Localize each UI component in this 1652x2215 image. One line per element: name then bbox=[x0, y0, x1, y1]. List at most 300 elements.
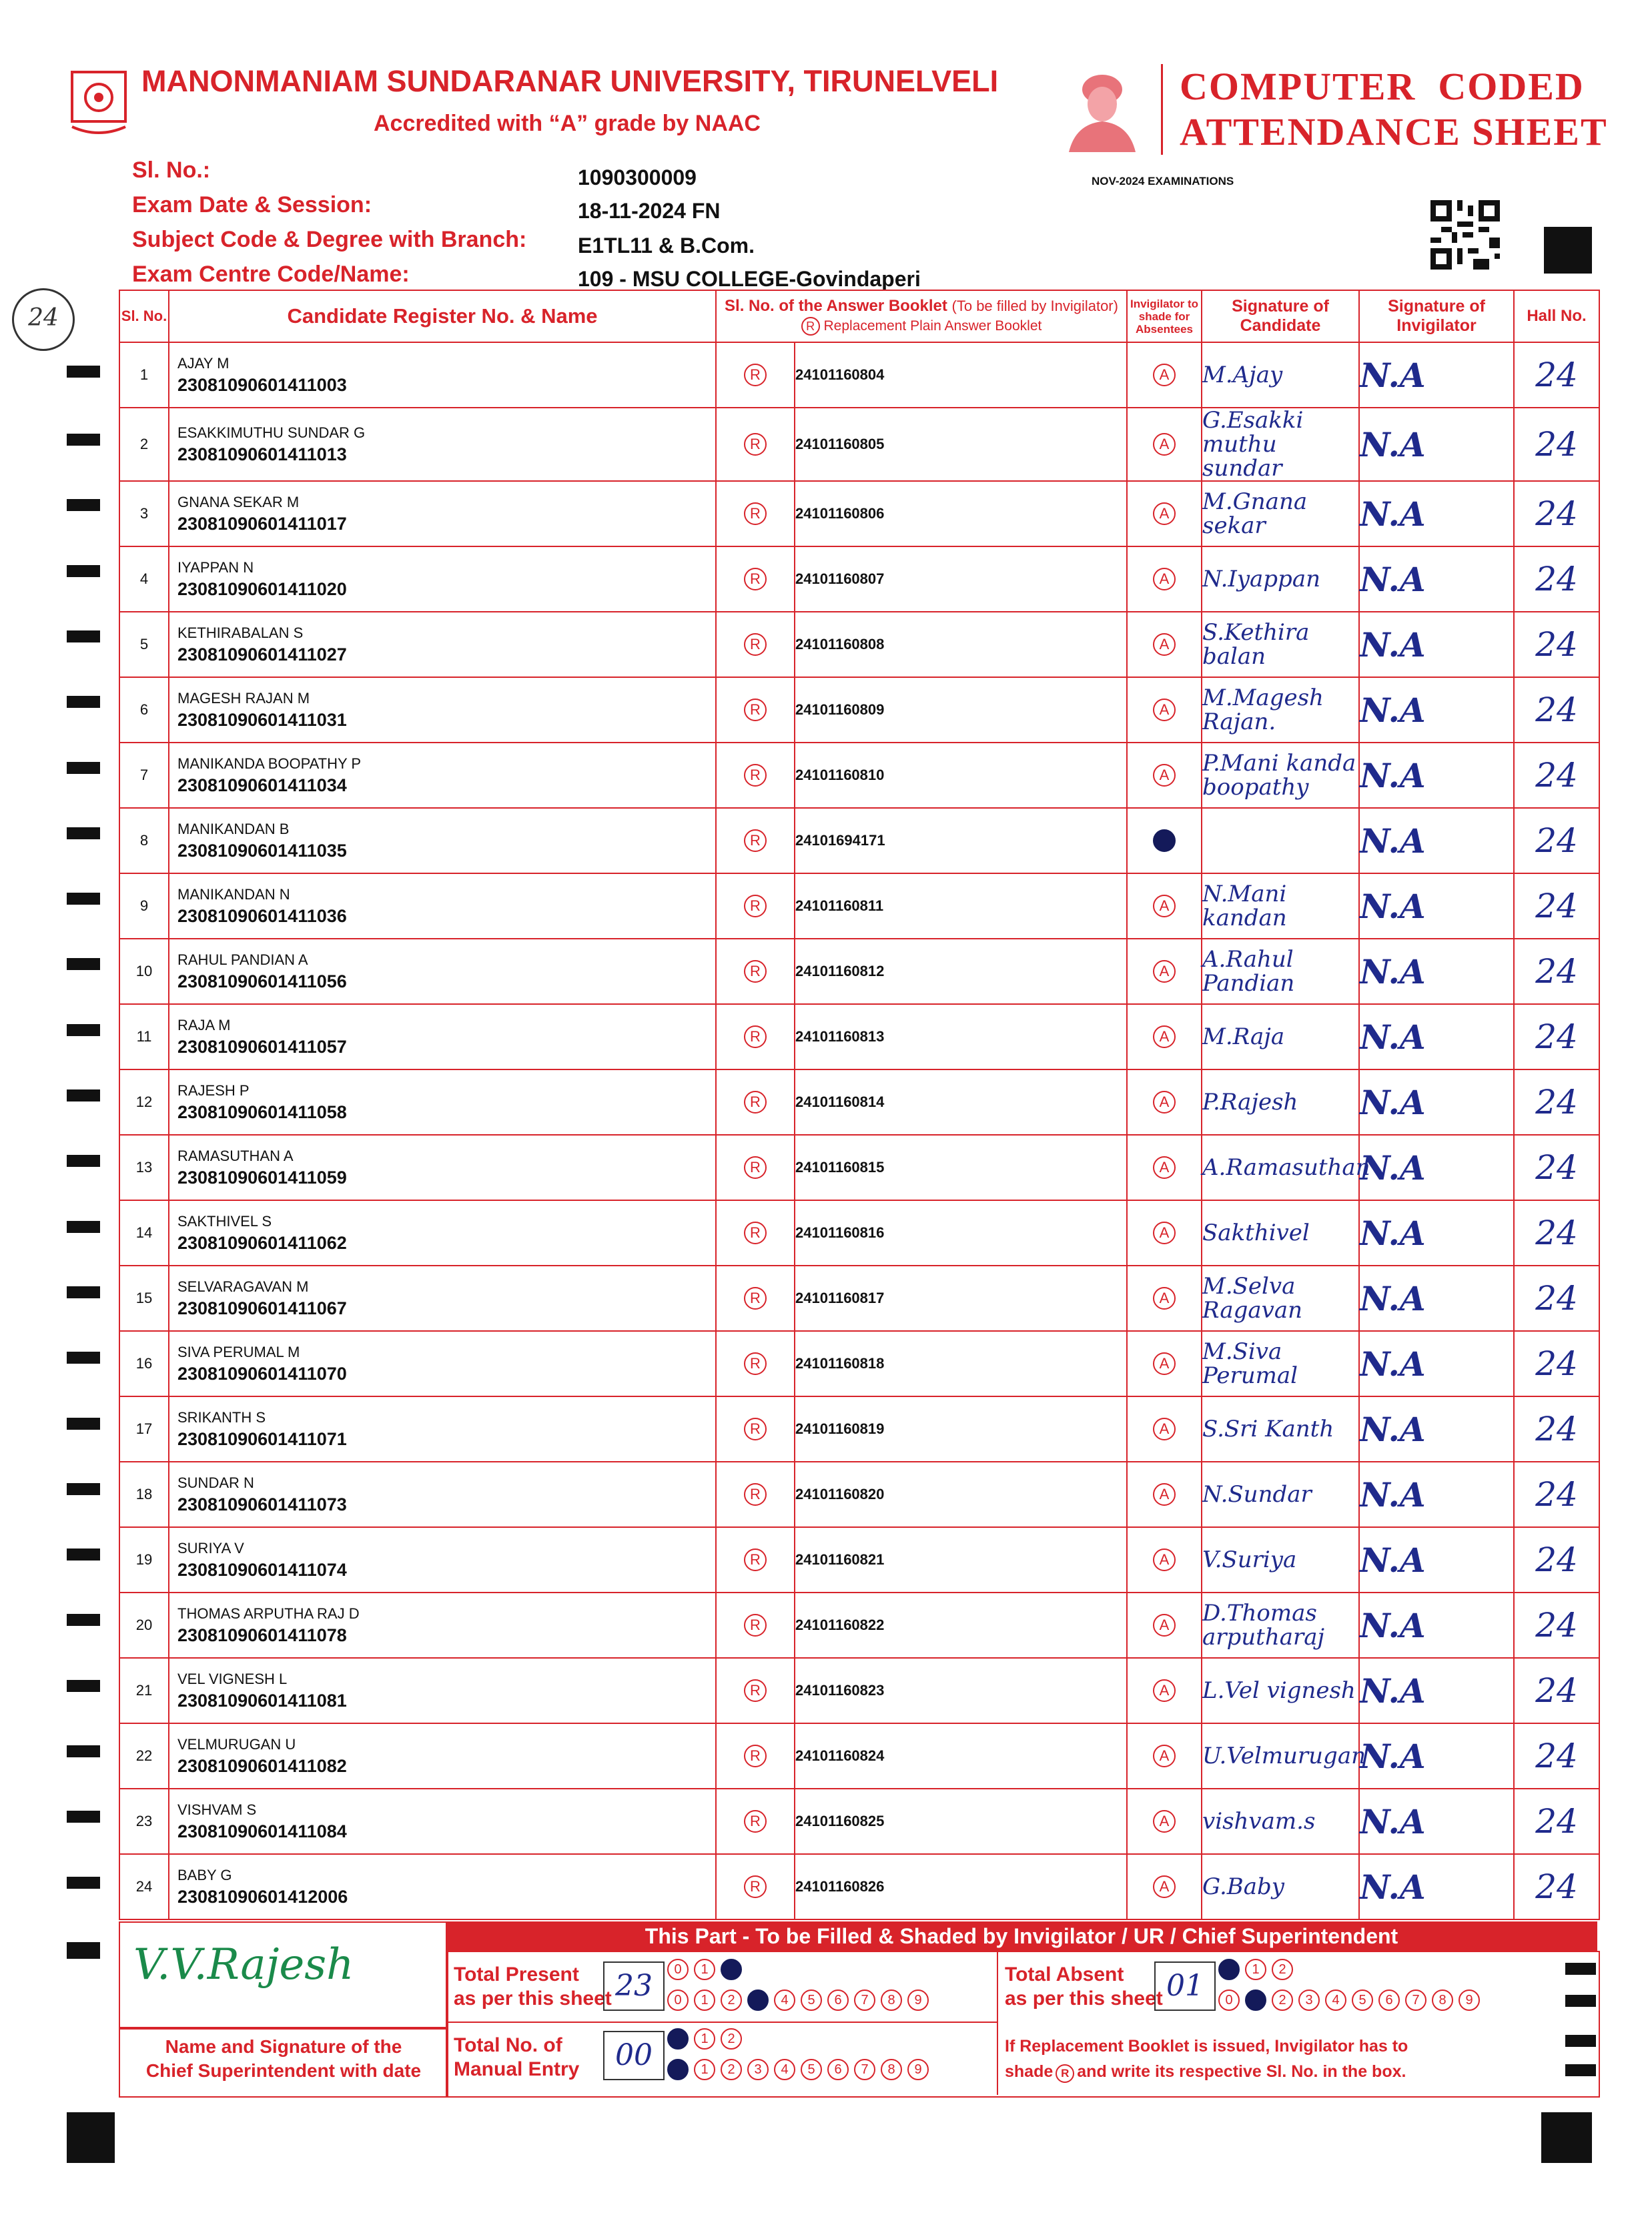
digit-bubble[interactable]: 2 bbox=[1272, 1989, 1293, 2011]
row-replacement[interactable] bbox=[716, 1593, 795, 1658]
row-replacement[interactable] bbox=[716, 1331, 795, 1396]
replacement-bubble[interactable]: R bbox=[744, 1810, 767, 1833]
absent-bubble[interactable]: A bbox=[1153, 1156, 1176, 1179]
row-replacement[interactable] bbox=[716, 1462, 795, 1527]
university-name: MANONMANIAM SUNDARANAR UNIVERSITY, TIRUNELVELI bbox=[141, 64, 999, 98]
present-value[interactable]: 23 bbox=[603, 1961, 665, 2011]
row-candidate bbox=[169, 1200, 716, 1266]
digit-bubble[interactable]: 1 bbox=[694, 2028, 715, 2050]
candidate-signature: M.Ajay bbox=[1202, 342, 1359, 408]
row-replacement[interactable] bbox=[716, 546, 795, 612]
row-absent[interactable] bbox=[1127, 1593, 1202, 1658]
exam-date-label: Exam Date & Session: bbox=[132, 192, 372, 217]
row-candidate bbox=[169, 1527, 716, 1593]
replacement-bubble[interactable]: R bbox=[744, 1679, 767, 1702]
digit-bubble[interactable]: 7 bbox=[854, 1989, 875, 2011]
candidate-signature: A.Rahul Pandian bbox=[1202, 939, 1359, 1004]
digit-bubble[interactable]: 9 bbox=[907, 1989, 929, 2011]
row-replacement[interactable] bbox=[716, 342, 795, 408]
digit-bubble[interactable]: 5 bbox=[801, 2059, 822, 2080]
replacement-bubble[interactable]: R bbox=[744, 502, 767, 525]
candidate-signature: U.Velmurugan bbox=[1202, 1723, 1359, 1789]
row-booklet: 24101160808 bbox=[795, 612, 1127, 677]
row-sl: 13 bbox=[119, 1135, 169, 1200]
candidate-reg-no: 23081090601411074 bbox=[177, 1559, 347, 1580]
row-candidate bbox=[169, 1723, 716, 1789]
table-row bbox=[119, 1527, 1599, 1593]
row-booklet: 24101160814 bbox=[795, 1069, 1127, 1135]
absent-bubble[interactable]: A bbox=[1153, 895, 1176, 917]
exam-name: NOV-2024 EXAMINATIONS bbox=[1092, 175, 1234, 187]
candidate-reg-no: 23081090601411084 bbox=[177, 1821, 347, 1841]
digit-bubble[interactable]: 1 bbox=[694, 1989, 715, 2011]
candidate-reg-no: 23081090601411056 bbox=[177, 971, 347, 991]
row-absent[interactable] bbox=[1127, 1723, 1202, 1789]
invigilator-signature: N.A bbox=[1359, 1135, 1514, 1200]
row-sl: 2 bbox=[119, 408, 169, 481]
row-replacement[interactable] bbox=[716, 1200, 795, 1266]
absent-bubble[interactable]: A bbox=[1153, 433, 1176, 456]
row-replacement[interactable] bbox=[716, 743, 795, 808]
row-candidate bbox=[169, 1135, 716, 1200]
candidate-name: VISHVAM S bbox=[177, 1801, 257, 1818]
digit-bubble[interactable] bbox=[1245, 1989, 1266, 2011]
row-replacement[interactable] bbox=[716, 1266, 795, 1331]
table-row bbox=[119, 612, 1599, 677]
absent-bubble[interactable]: A bbox=[1153, 1614, 1176, 1637]
replacement-bubble[interactable]: R bbox=[744, 433, 767, 456]
col-sl: Sl. No. bbox=[119, 290, 169, 342]
absent-bubble[interactable]: A bbox=[1153, 1483, 1176, 1506]
timing-mark bbox=[67, 1155, 100, 1167]
digit-bubble[interactable]: 8 bbox=[881, 2059, 902, 2080]
row-absent[interactable] bbox=[1127, 612, 1202, 677]
col-sig-invigilator: Signature of Invigilator bbox=[1359, 290, 1514, 342]
row-sl: 14 bbox=[119, 1200, 169, 1266]
timing-mark bbox=[67, 499, 100, 511]
candidate-reg-no: 23081090601411017 bbox=[177, 513, 347, 534]
row-sl: 1 bbox=[119, 342, 169, 408]
row-replacement[interactable] bbox=[716, 612, 795, 677]
digit-bubble[interactable]: 9 bbox=[907, 2059, 929, 2080]
row-absent[interactable] bbox=[1127, 939, 1202, 1004]
chief-signature-box bbox=[119, 1921, 448, 2030]
candidate-signature: S.Kethira balan bbox=[1202, 612, 1359, 677]
table-row bbox=[119, 1789, 1599, 1854]
row-replacement[interactable] bbox=[716, 481, 795, 546]
row-absent[interactable] bbox=[1127, 481, 1202, 546]
centre-label: Exam Centre Code/Name: bbox=[132, 262, 410, 287]
replacement-bubble[interactable]: R bbox=[744, 1483, 767, 1506]
digit-bubble[interactable]: 3 bbox=[1298, 1989, 1320, 2011]
absent-bubble[interactable]: A bbox=[1153, 699, 1176, 721]
row-absent[interactable] bbox=[1127, 677, 1202, 743]
candidate-signature: N.Mani kandan bbox=[1202, 873, 1359, 939]
timing-mark bbox=[67, 1745, 100, 1757]
row-absent[interactable] bbox=[1127, 1658, 1202, 1723]
digit-bubble[interactable]: 0 bbox=[1218, 1989, 1240, 2011]
chief-label-1: Name and Signature of the bbox=[165, 2036, 402, 2057]
candidate-name: ESAKKIMUTHU SUNDAR G bbox=[177, 424, 366, 441]
digit-bubble[interactable] bbox=[747, 1989, 769, 2011]
candidate-name: SRIKANTH S bbox=[177, 1408, 266, 1426]
replacement-bubble[interactable]: R bbox=[744, 1548, 767, 1571]
row-absent[interactable] bbox=[1127, 1004, 1202, 1069]
row-candidate bbox=[169, 873, 716, 939]
absent-bubble[interactable]: A bbox=[1153, 1548, 1176, 1571]
table-row bbox=[119, 1266, 1599, 1331]
hall-no: 24 bbox=[1514, 873, 1599, 939]
replacement-bubble[interactable]: R bbox=[744, 1745, 767, 1767]
replacement-bubble[interactable]: R bbox=[744, 1156, 767, 1179]
centre-value: 109 - MSU COLLEGE-Govindaperi bbox=[578, 267, 921, 291]
absent-bubble[interactable]: A bbox=[1153, 1679, 1176, 1702]
absent-label-2: as per this sheet bbox=[1005, 1987, 1163, 2010]
candidate-signature: G.Baby bbox=[1202, 1854, 1359, 1919]
candidate-name: SIVA PERUMAL M bbox=[177, 1343, 300, 1360]
invigilator-signature: N.A bbox=[1359, 1266, 1514, 1331]
absent-bubble[interactable]: A bbox=[1153, 1091, 1176, 1114]
absent-value[interactable]: 01 bbox=[1154, 1961, 1216, 2011]
manual-value[interactable]: 00 bbox=[603, 2031, 665, 2080]
row-booklet: 24101160815 bbox=[795, 1135, 1127, 1200]
candidate-name: IYAPPAN N bbox=[177, 558, 254, 576]
table-row bbox=[119, 408, 1599, 481]
totals-divider bbox=[446, 2022, 997, 2023]
table-row bbox=[119, 1396, 1599, 1462]
candidate-reg-no: 23081090601411036 bbox=[177, 905, 347, 926]
digit-bubble[interactable] bbox=[721, 1959, 742, 1980]
timing-mark bbox=[67, 1811, 100, 1823]
digit-bubble[interactable]: 4 bbox=[774, 1989, 795, 2011]
replacement-bubble[interactable]: R bbox=[744, 699, 767, 721]
row-absent[interactable] bbox=[1127, 873, 1202, 939]
present-tens-bubbles[interactable] bbox=[667, 1959, 747, 1980]
absent-label bbox=[1005, 1963, 1163, 2011]
registration-mark-top-right bbox=[1544, 227, 1592, 274]
digit-bubble[interactable] bbox=[667, 2028, 689, 2050]
digit-bubble[interactable]: 1 bbox=[694, 1959, 715, 1980]
row-booklet: 24101160825 bbox=[795, 1789, 1127, 1854]
table-row bbox=[119, 1593, 1599, 1658]
absent-bubble[interactable]: A bbox=[1153, 1222, 1176, 1244]
timing-mark bbox=[67, 958, 100, 970]
table-row bbox=[119, 546, 1599, 612]
candidate-reg-no: 23081090601411031 bbox=[177, 709, 347, 730]
digit-bubble[interactable] bbox=[667, 2059, 689, 2080]
table-row bbox=[119, 481, 1599, 546]
hall-no: 24 bbox=[1514, 1854, 1599, 1919]
row-replacement[interactable] bbox=[716, 1396, 795, 1462]
invigilator-signature: N.A bbox=[1359, 1331, 1514, 1396]
founder-portrait bbox=[1062, 65, 1142, 152]
replacement-bubble[interactable]: R bbox=[744, 960, 767, 983]
candidate-signature: Sakthivel bbox=[1202, 1200, 1359, 1266]
row-replacement[interactable] bbox=[716, 1789, 795, 1854]
digit-bubble[interactable]: 8 bbox=[1432, 1989, 1453, 2011]
digit-bubble[interactable]: 4 bbox=[1325, 1989, 1346, 2011]
candidate-reg-no: 23081090601411062 bbox=[177, 1232, 347, 1253]
digit-bubble[interactable]: 6 bbox=[1378, 1989, 1400, 2011]
absent-bubble[interactable]: A bbox=[1153, 633, 1176, 656]
invigilator-signature: N.A bbox=[1359, 1069, 1514, 1135]
candidate-signature: M.Siva Perumal bbox=[1202, 1331, 1359, 1396]
row-replacement[interactable] bbox=[716, 1854, 795, 1919]
row-absent[interactable] bbox=[1127, 1200, 1202, 1266]
replacement-bubble[interactable]: R bbox=[744, 1091, 767, 1114]
replacement-bubble[interactable]: R bbox=[744, 764, 767, 787]
digit-bubble[interactable]: 0 bbox=[667, 1959, 689, 1980]
absent-bubble[interactable]: A bbox=[1153, 1352, 1176, 1375]
absent-bubble[interactable]: A bbox=[1153, 1418, 1176, 1440]
hall-no: 24 bbox=[1514, 808, 1599, 873]
replacement-bubble[interactable]: R bbox=[744, 1875, 767, 1898]
candidate-reg-no: 23081090601412006 bbox=[177, 1886, 348, 1907]
digit-bubble[interactable]: 7 bbox=[854, 2059, 875, 2080]
col-sig-candidate: Signature of Candidate bbox=[1202, 290, 1359, 342]
row-candidate bbox=[169, 1004, 716, 1069]
absent-bubble[interactable]: A bbox=[1153, 960, 1176, 983]
timing-mark bbox=[67, 1548, 100, 1561]
row-replacement[interactable] bbox=[716, 873, 795, 939]
table-row bbox=[119, 939, 1599, 1004]
replacement-note bbox=[1005, 2034, 1408, 2084]
digit-bubble[interactable]: 3 bbox=[747, 2059, 769, 2080]
digit-bubble[interactable]: 7 bbox=[1405, 1989, 1426, 2011]
candidate-name: SAKTHIVEL S bbox=[177, 1212, 272, 1230]
row-absent[interactable] bbox=[1127, 1396, 1202, 1462]
row-absent[interactable] bbox=[1127, 1527, 1202, 1593]
timing-mark bbox=[67, 1418, 100, 1430]
candidate-name: MAGESH RAJAN M bbox=[177, 689, 310, 707]
manual-tens-bubbles[interactable] bbox=[667, 2028, 747, 2050]
row-replacement[interactable] bbox=[716, 1004, 795, 1069]
replacement-bubble[interactable]: R bbox=[744, 1352, 767, 1375]
hall-no: 24 bbox=[1514, 1527, 1599, 1593]
invigilator-signature: N.A bbox=[1359, 743, 1514, 808]
absent-bubble[interactable]: A bbox=[1153, 1745, 1176, 1767]
row-absent[interactable] bbox=[1127, 1331, 1202, 1396]
digit-bubble[interactable]: 2 bbox=[721, 1989, 742, 2011]
replacement-bubble[interactable]: R bbox=[744, 1222, 767, 1244]
row-sl: 18 bbox=[119, 1462, 169, 1527]
sheet-title-line-2: ATTENDANCE SHEET bbox=[1180, 110, 1608, 153]
header-divider bbox=[1161, 64, 1163, 155]
timing-mark bbox=[67, 1947, 100, 1959]
invigilator-signature: N.A bbox=[1359, 808, 1514, 873]
row-absent[interactable] bbox=[1127, 342, 1202, 408]
digit-bubble[interactable]: 4 bbox=[774, 2059, 795, 2080]
digit-bubble[interactable]: 0 bbox=[667, 1989, 689, 2011]
timing-mark bbox=[67, 827, 100, 839]
row-replacement[interactable] bbox=[716, 1069, 795, 1135]
table-row bbox=[119, 743, 1599, 808]
row-replacement[interactable] bbox=[716, 677, 795, 743]
row-sl: 7 bbox=[119, 743, 169, 808]
absent-bubble[interactable]: A bbox=[1153, 1875, 1176, 1898]
manual-units-bubbles[interactable] bbox=[667, 2059, 934, 2080]
present-label bbox=[454, 1963, 612, 2011]
timing-mark bbox=[1565, 2064, 1596, 2076]
row-sl: 17 bbox=[119, 1396, 169, 1462]
replacement-bubble[interactable]: R bbox=[744, 1025, 767, 1048]
candidate-signature bbox=[1202, 808, 1359, 873]
absent-bubble[interactable]: A bbox=[1153, 1287, 1176, 1310]
digit-bubble[interactable]: 5 bbox=[1352, 1989, 1373, 2011]
candidate-signature: N.Sundar bbox=[1202, 1462, 1359, 1527]
absent-bubble[interactable] bbox=[1153, 829, 1176, 852]
row-candidate bbox=[169, 743, 716, 808]
absent-bubble[interactable]: A bbox=[1153, 568, 1176, 590]
digit-bubble[interactable]: 2 bbox=[721, 2059, 742, 2080]
timing-mark bbox=[67, 366, 100, 378]
attendance-table bbox=[119, 290, 1600, 1920]
row-candidate bbox=[169, 1266, 716, 1331]
row-booklet: 24101160813 bbox=[795, 1004, 1127, 1069]
timing-mark bbox=[1565, 1963, 1596, 1975]
row-replacement[interactable] bbox=[716, 808, 795, 873]
replacement-symbol: R bbox=[801, 317, 820, 336]
absent-units-bubbles[interactable] bbox=[1218, 1989, 1485, 2011]
row-candidate bbox=[169, 1462, 716, 1527]
timing-mark bbox=[67, 630, 100, 642]
row-candidate bbox=[169, 939, 716, 1004]
digit-bubble[interactable]: 9 bbox=[1459, 1989, 1480, 2011]
digit-bubble[interactable]: 2 bbox=[721, 2028, 742, 2050]
row-absent[interactable] bbox=[1127, 808, 1202, 873]
row-replacement[interactable] bbox=[716, 1135, 795, 1200]
table-row bbox=[119, 1004, 1599, 1069]
row-replacement[interactable] bbox=[716, 1658, 795, 1723]
timing-mark bbox=[67, 1680, 100, 1692]
timing-mark bbox=[67, 1352, 100, 1364]
absent-bubble[interactable]: A bbox=[1153, 764, 1176, 787]
invigilator-signature: N.A bbox=[1359, 481, 1514, 546]
candidate-reg-no: 23081090601411070 bbox=[177, 1363, 347, 1384]
replacement-bubble[interactable]: R bbox=[744, 895, 767, 917]
replacement-bubble[interactable]: R bbox=[744, 1614, 767, 1637]
replacement-bubble[interactable]: R bbox=[744, 1418, 767, 1440]
table-row bbox=[119, 1135, 1599, 1200]
row-booklet: 24101160818 bbox=[795, 1331, 1127, 1396]
table-row bbox=[119, 873, 1599, 939]
row-booklet: 24101160809 bbox=[795, 677, 1127, 743]
row-absent[interactable] bbox=[1127, 1266, 1202, 1331]
row-absent[interactable] bbox=[1127, 1069, 1202, 1135]
absent-bubble[interactable]: A bbox=[1153, 364, 1176, 386]
table-row bbox=[119, 342, 1599, 408]
replacement-bubble[interactable]: R bbox=[744, 1287, 767, 1310]
digit-bubble[interactable]: 1 bbox=[694, 2059, 715, 2080]
digit-bubble[interactable]: 8 bbox=[881, 1989, 902, 2011]
row-sl: 24 bbox=[119, 1854, 169, 1919]
candidate-name: SELVARAGAVAN M bbox=[177, 1278, 309, 1295]
row-candidate bbox=[169, 808, 716, 873]
digit-bubble[interactable]: 2 bbox=[1272, 1959, 1293, 1980]
subject-value: E1TL11 & B.Com. bbox=[578, 234, 755, 258]
row-absent[interactable] bbox=[1127, 743, 1202, 808]
candidate-signature: V.Suriya bbox=[1202, 1527, 1359, 1593]
timing-mark bbox=[67, 1221, 100, 1233]
row-candidate bbox=[169, 1396, 716, 1462]
candidate-name: MANIKANDA BOOPATHY P bbox=[177, 755, 362, 772]
row-booklet: 24101160826 bbox=[795, 1854, 1127, 1919]
hall-no: 24 bbox=[1514, 481, 1599, 546]
absent-tens-bubbles[interactable] bbox=[1218, 1959, 1298, 1980]
row-absent[interactable] bbox=[1127, 1854, 1202, 1919]
candidate-signature: L.Vel vignesh bbox=[1202, 1658, 1359, 1723]
timing-mark bbox=[67, 434, 100, 446]
row-sl: 16 bbox=[119, 1331, 169, 1396]
row-candidate bbox=[169, 1593, 716, 1658]
row-sl: 9 bbox=[119, 873, 169, 939]
hall-no: 24 bbox=[1514, 743, 1599, 808]
replacement-bubble[interactable]: R bbox=[744, 829, 767, 852]
digit-bubble[interactable]: 1 bbox=[1245, 1959, 1266, 1980]
sheet-title-line-1: COMPUTER CODED bbox=[1180, 65, 1585, 108]
hall-no: 24 bbox=[1514, 1658, 1599, 1723]
present-label-1: Total Present bbox=[454, 1963, 579, 1985]
digit-bubble[interactable] bbox=[1218, 1959, 1240, 1980]
timing-mark bbox=[1565, 2035, 1596, 2047]
table-row bbox=[119, 1200, 1599, 1266]
row-absent[interactable] bbox=[1127, 408, 1202, 481]
absent-bubble[interactable]: A bbox=[1153, 502, 1176, 525]
present-units-bubbles[interactable] bbox=[667, 1989, 934, 2011]
replacement-bubble[interactable]: R bbox=[744, 568, 767, 590]
col-replacement: Replacement Plain Answer Booklet bbox=[823, 318, 1042, 334]
absent-bubble[interactable]: A bbox=[1153, 1810, 1176, 1833]
invigilator-signature: N.A bbox=[1359, 546, 1514, 612]
replacement-bubble[interactable]: R bbox=[744, 364, 767, 386]
table-row bbox=[119, 1462, 1599, 1527]
row-replacement[interactable] bbox=[716, 1723, 795, 1789]
candidate-name: SUNDAR N bbox=[177, 1474, 254, 1491]
candidate-signature: M.Raja bbox=[1202, 1004, 1359, 1069]
digit-bubble[interactable]: 6 bbox=[827, 2059, 849, 2080]
absent-bubble[interactable]: A bbox=[1153, 1025, 1176, 1048]
candidate-name: GNANA SEKAR M bbox=[177, 493, 300, 510]
timing-mark bbox=[67, 1286, 100, 1298]
candidate-name: MANIKANDAN B bbox=[177, 820, 290, 837]
replacement-note-2: shade bbox=[1005, 2062, 1054, 2081]
row-absent[interactable] bbox=[1127, 1462, 1202, 1527]
manual-label bbox=[454, 2034, 579, 2082]
replacement-bubble[interactable]: R bbox=[744, 633, 767, 656]
row-booklet: 24101160819 bbox=[795, 1396, 1127, 1462]
table-row bbox=[119, 1854, 1599, 1919]
row-booklet: 24101160805 bbox=[795, 408, 1127, 481]
hall-no: 24 bbox=[1514, 1266, 1599, 1331]
row-candidate bbox=[169, 677, 716, 743]
col-booklet-label: Sl. No. of the Answer Booklet bbox=[725, 297, 947, 315]
row-replacement[interactable] bbox=[716, 408, 795, 481]
candidate-reg-no: 23081090601411073 bbox=[177, 1494, 347, 1514]
row-absent[interactable] bbox=[1127, 546, 1202, 612]
row-replacement[interactable] bbox=[716, 1527, 795, 1593]
row-sl: 15 bbox=[119, 1266, 169, 1331]
table-row bbox=[119, 808, 1599, 873]
row-absent[interactable] bbox=[1127, 1789, 1202, 1854]
row-replacement[interactable] bbox=[716, 939, 795, 1004]
digit-bubble[interactable]: 6 bbox=[827, 1989, 849, 2011]
row-absent[interactable] bbox=[1127, 1135, 1202, 1200]
row-booklet: 24101160812 bbox=[795, 939, 1127, 1004]
digit-bubble[interactable]: 5 bbox=[801, 1989, 822, 2011]
chief-label-box bbox=[119, 2027, 448, 2098]
timing-mark bbox=[67, 893, 100, 905]
timing-mark bbox=[67, 1483, 100, 1495]
